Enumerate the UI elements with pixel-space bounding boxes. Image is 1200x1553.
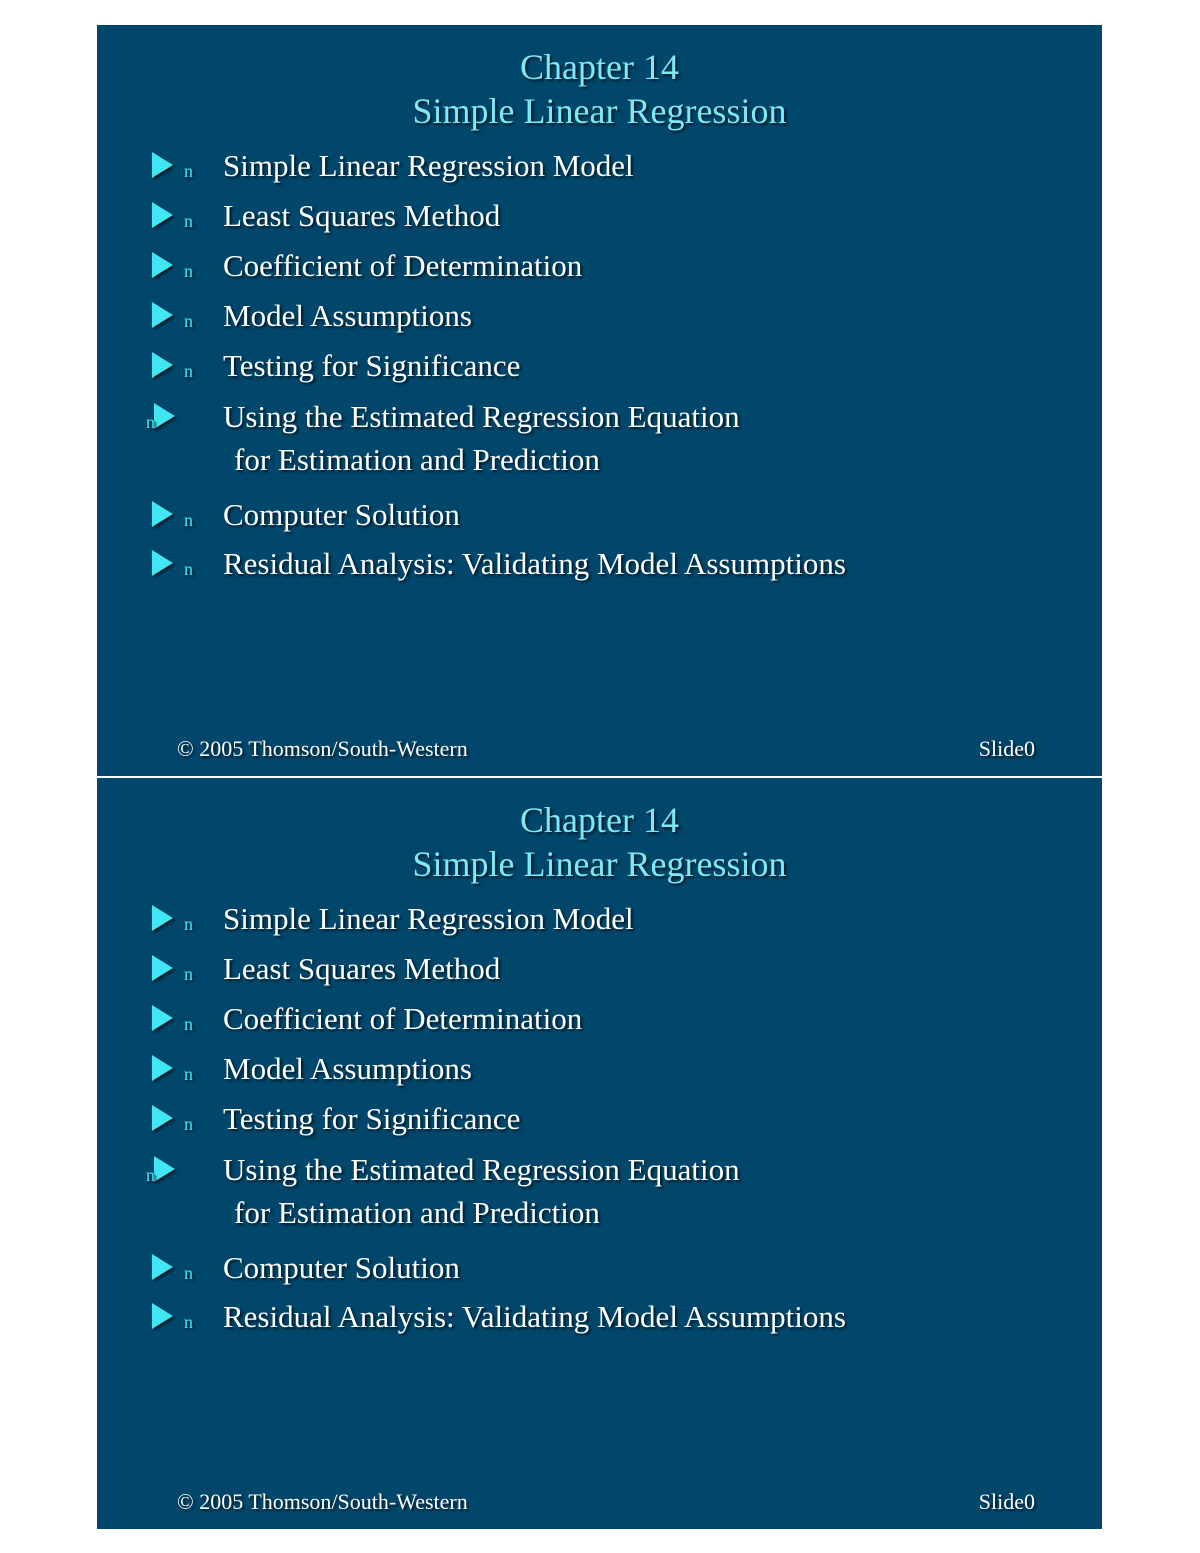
item-text: Testing for Significance	[223, 348, 521, 383]
item-text: Residual Analysis: Validating Model Assumptions	[223, 1299, 846, 1334]
item-text: Coefficient of Determination	[223, 248, 583, 283]
slide-1	[97, 25, 1102, 776]
bullet-marker: n	[184, 510, 193, 530]
item-text: Testing for Significance	[223, 1101, 521, 1136]
item-text: Least Squares Method	[223, 198, 501, 233]
item-text: Computer Solution	[223, 1250, 460, 1285]
arrow-bullet-icon	[152, 955, 173, 981]
bullet-marker: n	[184, 914, 193, 934]
item-text: Coefficient of Determination	[223, 1001, 583, 1036]
arrow-bullet-icon	[152, 252, 173, 278]
bullet-marker: n	[184, 211, 193, 231]
slide-2	[97, 778, 1102, 1529]
item-text: Using the Estimated Regression Equation	[223, 1152, 740, 1187]
copyright-footer: © 2005 Thomson/South-Western	[177, 736, 468, 761]
slide-title-topic: Simple Linear Regression	[412, 91, 787, 131]
item-text: Residual Analysis: Validating Model Assumptions	[223, 546, 846, 581]
bullet-marker: n	[184, 1114, 193, 1134]
bullet-marker: n	[184, 964, 193, 984]
bullet-marker: n	[184, 161, 193, 181]
arrow-bullet-icon	[152, 202, 173, 228]
bullet-marker: n	[184, 261, 193, 281]
arrow-bullet-icon	[152, 1303, 173, 1329]
arrow-bullet-icon	[152, 1005, 173, 1031]
bullet-marker: n	[184, 1263, 193, 1283]
item-text-continuation: for Estimation and Prediction	[234, 442, 600, 477]
bullet-marker: n	[184, 1312, 193, 1332]
arrow-bullet-icon	[152, 152, 173, 178]
slide-number: Slide0	[978, 1489, 1035, 1514]
bullet-list	[97, 25, 1102, 776]
item-text: Simple Linear Regression Model	[223, 901, 634, 936]
bullet-marker: n	[184, 311, 193, 331]
item-text: Model Assumptions	[223, 298, 472, 333]
bullet-marker: n	[184, 1014, 193, 1034]
bullet-marker: n	[146, 412, 155, 432]
slide-title-chapter: Chapter 14	[520, 47, 679, 87]
bullet-marker: n	[184, 361, 193, 381]
slide-number: Slide0	[978, 736, 1035, 761]
bullet-list	[97, 778, 1102, 1529]
item-text: Using the Estimated Regression Equation	[223, 399, 740, 434]
item-text-continuation: for Estimation and Prediction	[234, 1195, 600, 1230]
item-text: Simple Linear Regression Model	[223, 148, 634, 183]
arrow-bullet-icon	[152, 550, 173, 576]
item-text: Computer Solution	[223, 497, 460, 532]
arrow-bullet-icon	[154, 403, 175, 429]
arrow-bullet-icon	[152, 501, 173, 527]
arrow-bullet-icon	[152, 352, 173, 378]
arrow-bullet-icon	[152, 302, 173, 328]
bullet-marker: n	[184, 559, 193, 579]
item-text: Model Assumptions	[223, 1051, 472, 1086]
arrow-bullet-icon	[152, 1105, 173, 1131]
slide-title-chapter: Chapter 14	[520, 800, 679, 840]
slide-title-topic: Simple Linear Regression	[412, 844, 787, 884]
arrow-bullet-icon	[154, 1156, 175, 1182]
arrow-bullet-icon	[152, 905, 173, 931]
copyright-footer: © 2005 Thomson/South-Western	[177, 1489, 468, 1514]
arrow-bullet-icon	[152, 1254, 173, 1280]
item-text: Least Squares Method	[223, 951, 501, 986]
bullet-marker: n	[146, 1165, 155, 1185]
arrow-bullet-icon	[152, 1055, 173, 1081]
bullet-marker: n	[184, 1064, 193, 1084]
